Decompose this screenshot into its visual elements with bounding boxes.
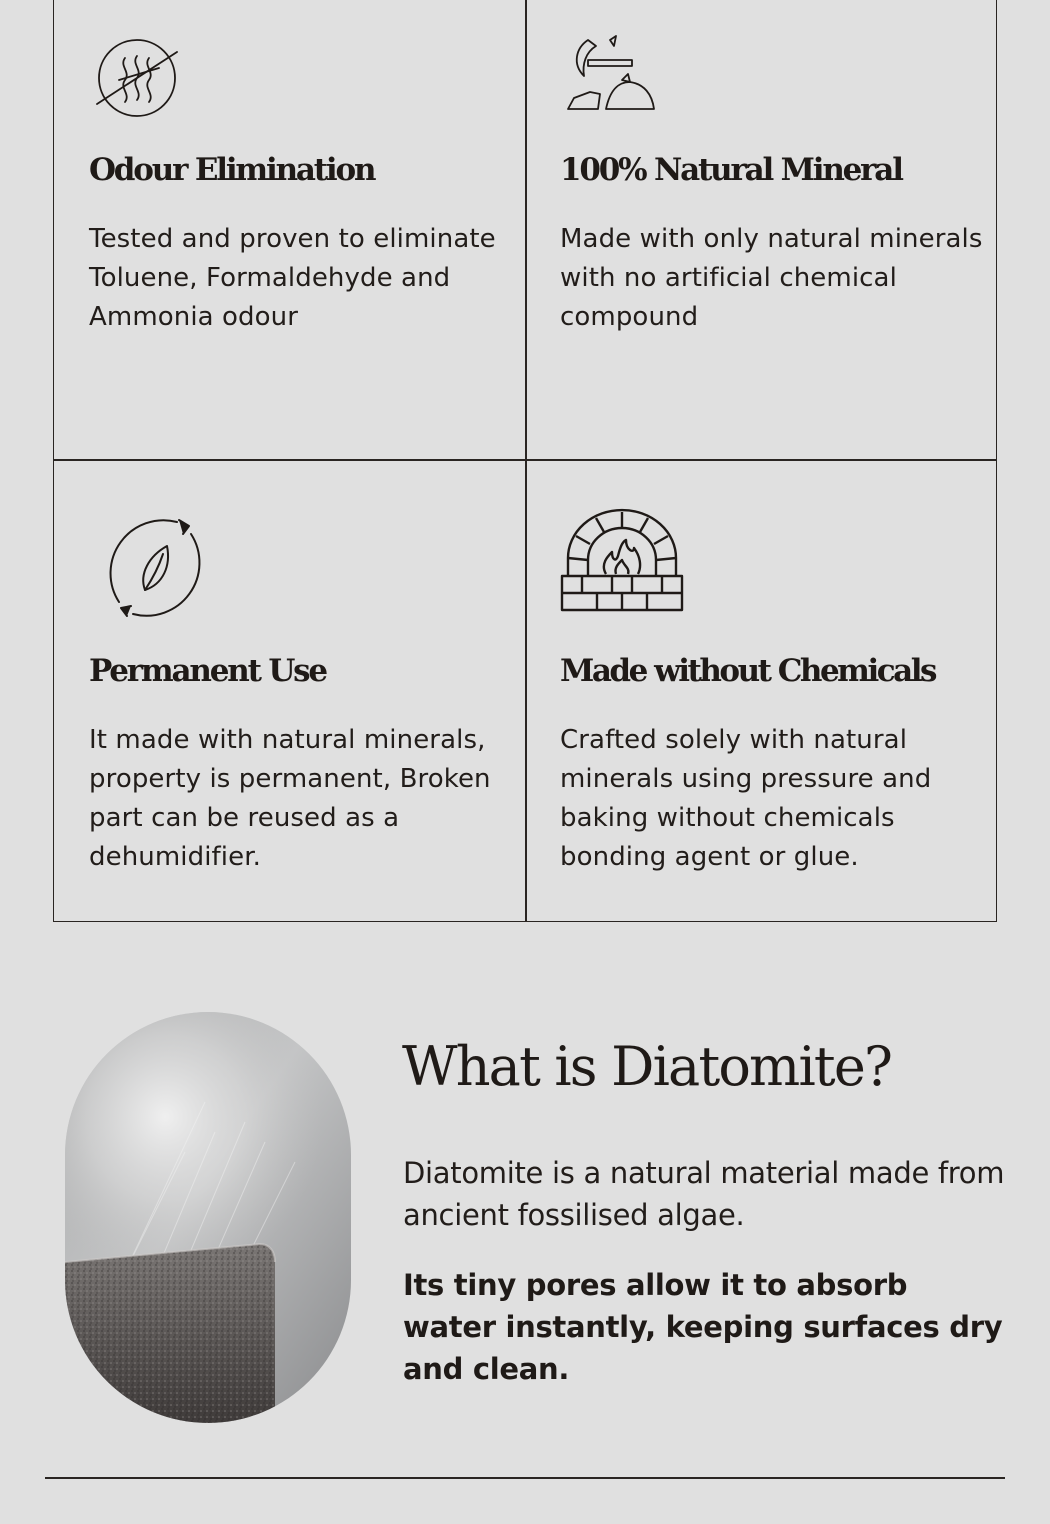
diatomite-water-splash-image — [65, 1012, 351, 1423]
section-divider — [45, 1477, 1005, 1479]
kiln-fire-icon — [560, 508, 684, 614]
feature-title: Permanent Use — [89, 653, 326, 689]
pickaxe-mineral-icon — [560, 30, 660, 130]
feature-description: It made with natural minerals, property is permanent, Broken part can be reused as a dehumidifier. — [89, 725, 491, 872]
feature-description: Made with only natural minerals with no artificial chemical compound — [560, 224, 983, 332]
diatomite-description: Diatomite is a natural material made from ancient fossilised algae. — [403, 1156, 1005, 1232]
leaf-cycle-icon — [89, 508, 219, 628]
diatomite-benefit: Its tiny pores allow it to absorb water instantly, keeping surfaces dry and clean. — [403, 1268, 1003, 1386]
feature-title: Odour Elimination — [89, 152, 375, 188]
grid-divider-horizontal — [54, 459, 996, 461]
diatomite-heading: What is Diatomite? — [402, 1035, 892, 1098]
feature-title: Made without Chemicals — [560, 653, 935, 689]
feature-title: 100% Natural Mineral — [560, 152, 902, 188]
feature-description: Tested and proven to eliminate Toluene, Formaldehyde and Ammonia odour — [89, 224, 496, 332]
grid-divider-vertical — [525, 0, 527, 921]
feature-description: Crafted solely with natural minerals using pressure and baking without chemicals bonding agent or glue. — [560, 725, 932, 872]
no-odour-icon — [89, 30, 189, 130]
